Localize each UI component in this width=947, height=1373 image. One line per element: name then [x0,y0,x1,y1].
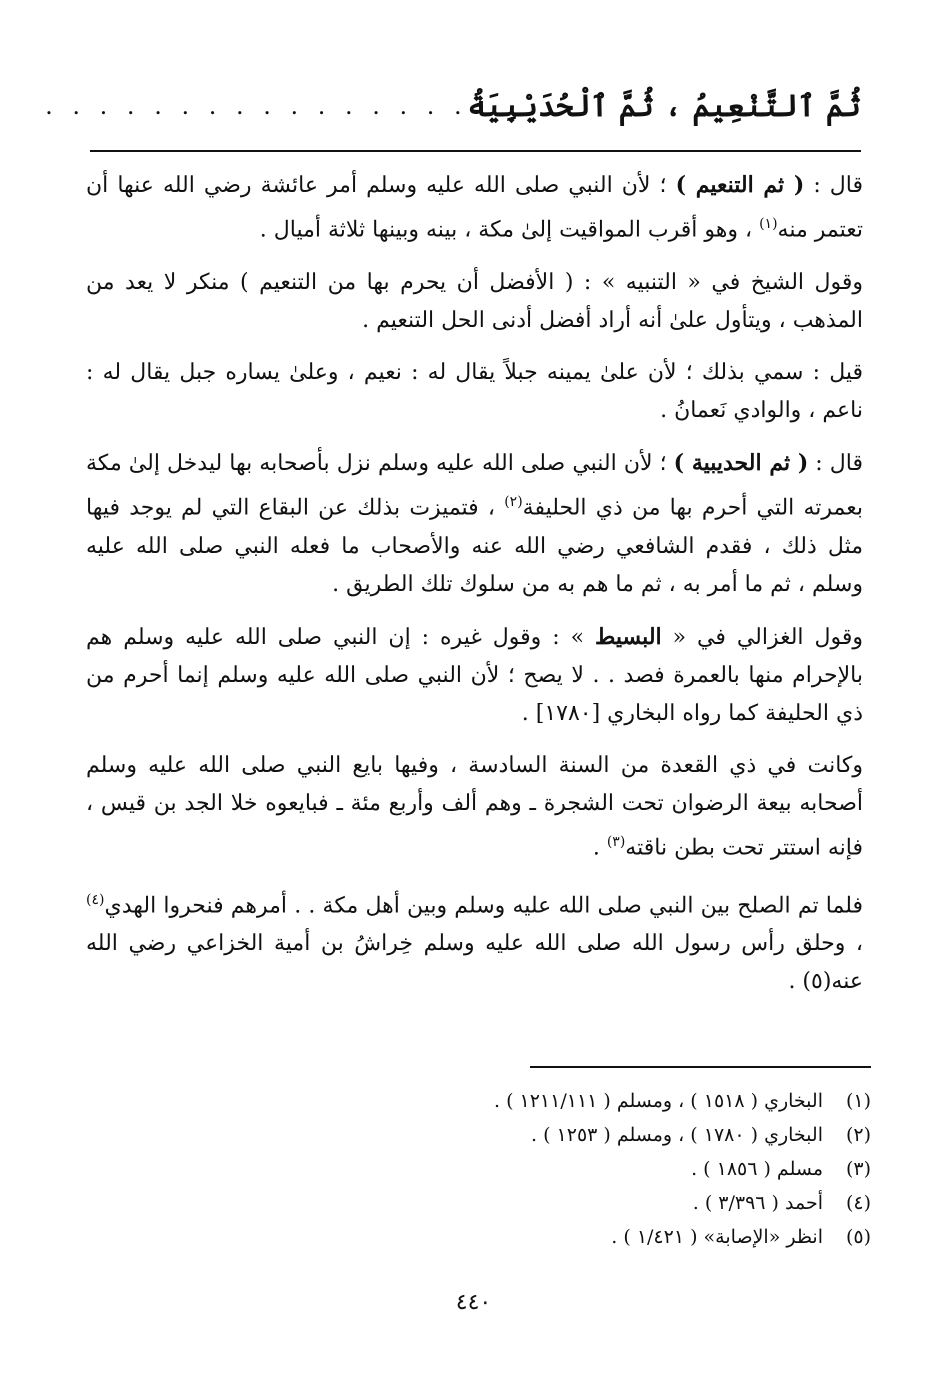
header-title: ثُمَّ ٱلتَّنْعِيمُ ، ثُمَّ ٱلْحُدَيْبِيَةُ [467,88,861,124]
footnote-text: انظر «الإصابة» ( ١/٤٢١ ) . [611,1226,823,1248]
footnote-item [300,1220,871,1254]
paragraph [86,444,863,603]
footnote-item [300,1084,871,1118]
footnote-item [300,1118,871,1152]
footnote-number: (٢) [845,1124,871,1146]
paragraph [86,166,863,249]
footnote-text: أحمد ( ٣/٣٩٦ ) . [692,1192,823,1214]
paragraph-lead: قال : [808,451,863,477]
footnote-number: (٣) [845,1158,871,1180]
footnote-item [300,1186,871,1220]
paragraph-tail: . [592,834,607,860]
paragraph-bold-phrase: البسيط [595,623,662,650]
footnote-item [300,1152,871,1186]
footnote-marker: (١) [759,216,778,232]
paragraph-text: ؛ لأن النبي صلى الله عليه وسلم نزل بأصحابه بها ليدخل إلىٰ مكة بعمرته التي أحرم بها من ذي الحليفة [86,451,863,521]
main-text [86,166,863,1015]
paragraph-text: سمي بذلك ؛ لأن علىٰ يمينه جبلاً يقال له : نعيم ، وعلىٰ يساره جبل يقال له : ناعم ، والوادي نَعمانُ . [86,360,863,424]
footnotes [300,1084,871,1254]
paragraph-bold-phrase: ( ثم الحديبية ) [673,450,809,477]
footnote-marker: (٢) [504,494,523,511]
paragraph-lead: وقول الشيخ في « التنبيه » : [573,270,863,296]
paragraph-lead: وكانت في ذي القعدة من السنة السادسة ، وفيها بايع النبي صلى الله عليه وسلم أصحابه بيعة الرضوان تحت الشجرة ـ وهم ألف وأربع مئة ـ فبايعوه خلا الجد بن قيس ، فإنه استتر تحت بطن ناقته [86,752,863,860]
header-divider [90,150,861,152]
footnote-text: البخاري ( ١٧٨٠ ) ، ومسلم ( ١٢٥٣ ) . [531,1124,823,1146]
footnote-number: (٤) [845,1192,871,1214]
running-header [45,78,861,134]
paragraph-lead: قال : [804,173,864,198]
paragraph-lead: قيل : [803,360,864,386]
paragraph [86,881,863,1001]
paragraph [86,354,863,430]
paragraph-tail: ، فتميزت بذلك عن البقاع التي لم يوجد فيها مثل ذلك ، فقدم الشافعي رضي الله عنه والأصحاب ما فعله النبي صلى الله عليه وسلم ، ثم ما أمر به ، ثم ما هم به من سلوك تلك الطريق . [86,495,863,597]
paragraph-text: ( الأفضل أن يحرم بها من التنعيم ) منكر لا يعد من المذهب ، ويتأول علىٰ أنه أراد أفضل أدنى الحل التنعيم . [86,270,863,334]
paragraph-tail: ، وحلق رأس رسول الله صلى الله عليه وسلم خِراشُ بن أمية الخزاعي رضي الله عنه(٥) . [86,931,863,995]
page-number: ٤٤٠ [455,1290,492,1315]
footnote-divider [530,1066,871,1068]
footnote-text: البخاري ( ١٥١٨ ) ، ومسلم ( ١٢١١/١١١ ) . [493,1090,823,1112]
paragraph-lead: وقول الغزالي في « [661,624,863,650]
paragraph [86,747,863,867]
paragraph [86,263,863,340]
paragraph-bold-phrase: ( ثم التنعيم ) [675,172,805,198]
paragraph-text: ؛ لأن النبي صلى الله عليه وسلم أمر عائشة رضي الله عنها أن تعتمر منه [86,173,863,243]
header-leader-dots: . . . . . . . . . . . . . . . . [45,92,468,120]
paragraph-tail: ، وهو أقرب المواقيت إلىٰ مكة ، بينه وبينها ثلاثة أميال . [259,217,760,243]
footnote-marker: (٤) [86,891,105,908]
paragraph-text: » : وقول غيره : إن النبي صلى الله عليه وسلم هم بالإحرام منها بالعمرة فصد . . لا يصح ؛ لأن النبي صلى الله عليه وسلم إنما أحرم من ذي الحليفة كما رواه البخاري [١٧٨٠] . [86,624,863,726]
footnote-number: (١) [845,1090,871,1112]
footnote-number: (٥) [845,1226,871,1248]
footnote-text: مسلم ( ١٨٥٦ ) . [691,1158,823,1180]
paragraph [86,618,863,733]
footnote-marker: (٣) [606,833,626,850]
paragraph-lead: فلما تم الصلح بين النبي صلى الله عليه وسلم وبين أهل مكة . . أمرهم فنحروا الهدي [104,893,863,919]
